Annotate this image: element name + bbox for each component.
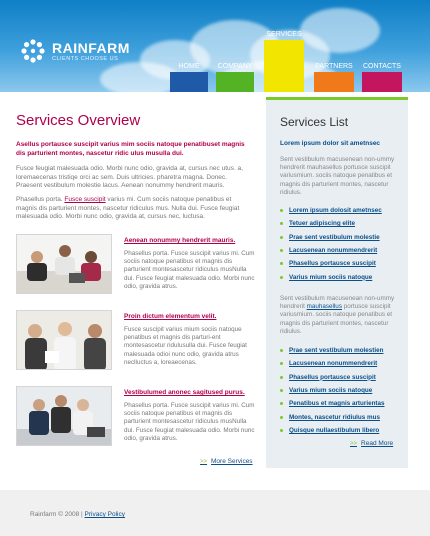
bullet-icon (280, 276, 283, 279)
second-paragraph-start: Phasellus porta. (16, 196, 65, 203)
sidebar-paragraph-2-end: portusce suscipit variusmium. sociis natoque penatibus et magnis dis parturient montes, nascetur ridiulus. (280, 303, 393, 335)
bullet-icon (280, 429, 283, 432)
services-list (280, 204, 402, 284)
list-item-label: Phasellus portausce suscipit (289, 260, 376, 268)
header (0, 0, 430, 92)
footer-text (30, 511, 125, 518)
fusce-suscipit-link[interactable]: Fusce suscipit (64, 196, 106, 203)
feature-title[interactable]: Proin dictum elementum velit. (124, 313, 217, 320)
list-item[interactable] (280, 204, 402, 217)
list-item-label: Varius mium sociis natoque (289, 387, 373, 395)
list-item-label: Lorem ipsum dolosit ametnsec (289, 207, 382, 215)
feature-item (16, 386, 256, 448)
feature-title[interactable]: Vestibulumed anonec sagitused purus. (124, 389, 245, 396)
feature-text: Phasellus porta. Fusce suscipit varius mi. Cum sociis natoque penatibus et magnis dis parturient montesascetur ridiculus musNulla dui. Fusce feugiat malesuada odio. Morbi nunc odio, gravida atrus. (124, 402, 255, 442)
list-item[interactable] (280, 244, 402, 257)
list-item[interactable] (280, 371, 402, 384)
cloud-decoration (100, 62, 180, 92)
nav-company-label: COMPANY (217, 63, 253, 70)
arrow-right-icon: >> (350, 441, 358, 447)
list-item-label: Prae sent vestibulum molestie (289, 233, 380, 241)
intro-paragraph: Fusce feugiat malesuada odio. Morbi nunc odio, gravida at, cursus nec utus. a, loremaecenas tristiqe orci ac sem. Duis ultricies. pharetra magna. Donec. Praesent vestibulum molestie lacus. Aenean nonummy hendrerit mauris. (16, 165, 243, 189)
list-item[interactable] (280, 424, 402, 437)
sidebar-paragraph: Sent vestibulum macusenean non-ummy hendrerit mauhasellus portusce suscipit variusmium. sociis natoque penatibus et magnis dis parturient montes, nascetur ridiulus. (280, 156, 395, 196)
bullet-icon (280, 249, 283, 252)
list-item-label: Lacusenean nonummendrerit (289, 360, 378, 368)
list-item[interactable] (280, 397, 402, 410)
bullet-icon (280, 402, 283, 405)
services-list-2 (280, 344, 402, 437)
list-item-label: Penatibus et magnis arturientas (289, 400, 385, 408)
arrow-right-icon: >> (200, 459, 208, 465)
list-item[interactable] (280, 257, 402, 270)
brand-name: RAINFARM (52, 39, 130, 56)
list-item-label: Prae sent vestibulum molestien (289, 347, 384, 355)
sidebar-title: Services List (280, 115, 349, 129)
bullet-icon (280, 262, 283, 265)
business-women-photo[interactable] (16, 310, 112, 370)
sidebar-paragraph-2 (280, 295, 398, 336)
nav-home-label: HOME (178, 63, 200, 70)
list-item[interactable] (280, 344, 402, 357)
bullet-icon (280, 376, 283, 379)
list-item[interactable] (280, 270, 402, 283)
bullet-icon (280, 389, 283, 392)
footer (0, 490, 430, 536)
nav-company-bar (216, 72, 254, 92)
brand-tagline: CLIENTS CHOOSE US (52, 55, 119, 62)
copyright: Rainfarm © 2008 | (30, 511, 83, 518)
bullet-icon (280, 209, 283, 212)
bullet-icon (280, 349, 283, 352)
logo[interactable] (20, 38, 130, 64)
nav-partners[interactable] (314, 62, 354, 92)
read-more-link[interactable] (350, 440, 393, 447)
feature-item (16, 234, 256, 296)
read-more-label: Read More (361, 440, 394, 447)
sidebar (266, 100, 408, 468)
nav-services-bar (264, 40, 304, 92)
list-item-label: Phasellus portausce suscipit (289, 373, 376, 381)
nav-contacts[interactable] (362, 62, 402, 92)
more-services-label: More Services (211, 458, 253, 465)
page-title: Services Overview (16, 112, 141, 129)
bullet-icon (280, 222, 283, 225)
feature-text: Fusce suscipit varius mium sociis natoque penatibus et magnis dis parturi-ent montesascetur ridulusulla dui. Fusce feugiat malesuada odioi nunc odio, gravida atrus neclluctus a, loreaecenas. (124, 326, 247, 366)
list-item[interactable] (280, 410, 402, 423)
second-paragraph (16, 196, 254, 222)
feature-text: Phasellus porta. Fusce suscipit varius mi. Cum sociis natoque penatibus et magnis dis parturient montesascetur ridiculus musNulla dui. Fusce feugiat malesuada odio. Morbi nunc odio, gravida atrus. (124, 250, 255, 290)
nav-contacts-label: CONTACTS (363, 63, 401, 70)
list-item[interactable] (280, 384, 402, 397)
nav-services-label: SERVICES (266, 31, 302, 38)
nav-partners-bar (314, 72, 354, 92)
nav-contacts-bar (362, 72, 402, 92)
feature-item (16, 310, 256, 372)
list-item-label: Tetuer adipiscing elite (289, 220, 356, 228)
flower-logo-icon (20, 38, 46, 64)
cloud-decoration (300, 8, 380, 53)
business-meeting-photo[interactable] (16, 234, 112, 294)
team-office-photo[interactable] (16, 386, 112, 446)
list-item[interactable] (280, 357, 402, 370)
mauhasellus-link[interactable]: mauhasellus (306, 303, 342, 311)
sidebar-lead: Lorem ipsum dolor sit ametnsec (280, 140, 381, 147)
second-paragraph-end: varius mi. Cum sociis natoque penatibus et magnis dis parturient montes, nascetur ridiculus mus. Nulla dui. Fusce feugiat malesuada odio. Morbi nunc odio, gravida at, cursus nec, luctusa. (16, 196, 240, 220)
bullet-icon (280, 236, 283, 239)
more-services-link[interactable] (200, 458, 253, 465)
nav-services[interactable] (264, 30, 304, 92)
sidebar-paragraph-2-start: Sent vestibulum macusenean non-ummy hendrerit (280, 295, 395, 311)
list-item-label: Varius mium sociis natoque (289, 273, 373, 281)
intro-lead: Asellus portausce suscipit varius mim sociis natoque penatibuset magnis dis parturient montes, nascetur ridic ulus musulla dui. (16, 141, 245, 157)
nav-home-bar (170, 72, 208, 92)
list-item[interactable] (280, 231, 402, 244)
feature-title[interactable]: Aenean nonummy hendrerit mauris. (124, 237, 236, 244)
privacy-policy-link[interactable]: Privacy Policy (84, 511, 126, 518)
bullet-icon (280, 362, 283, 365)
nav-home[interactable] (170, 62, 208, 92)
list-item-label: Quisque nullaestibulum libero (289, 426, 380, 434)
nav-company[interactable] (216, 62, 254, 92)
list-item[interactable] (280, 217, 402, 230)
nav-partners-label: PARTNERS (315, 63, 353, 70)
list-item-label: Lacusenean nonummendrerit (289, 247, 378, 255)
bullet-icon (280, 416, 283, 419)
list-item-label: Montes, nascetur ridiulus mus (289, 413, 380, 421)
